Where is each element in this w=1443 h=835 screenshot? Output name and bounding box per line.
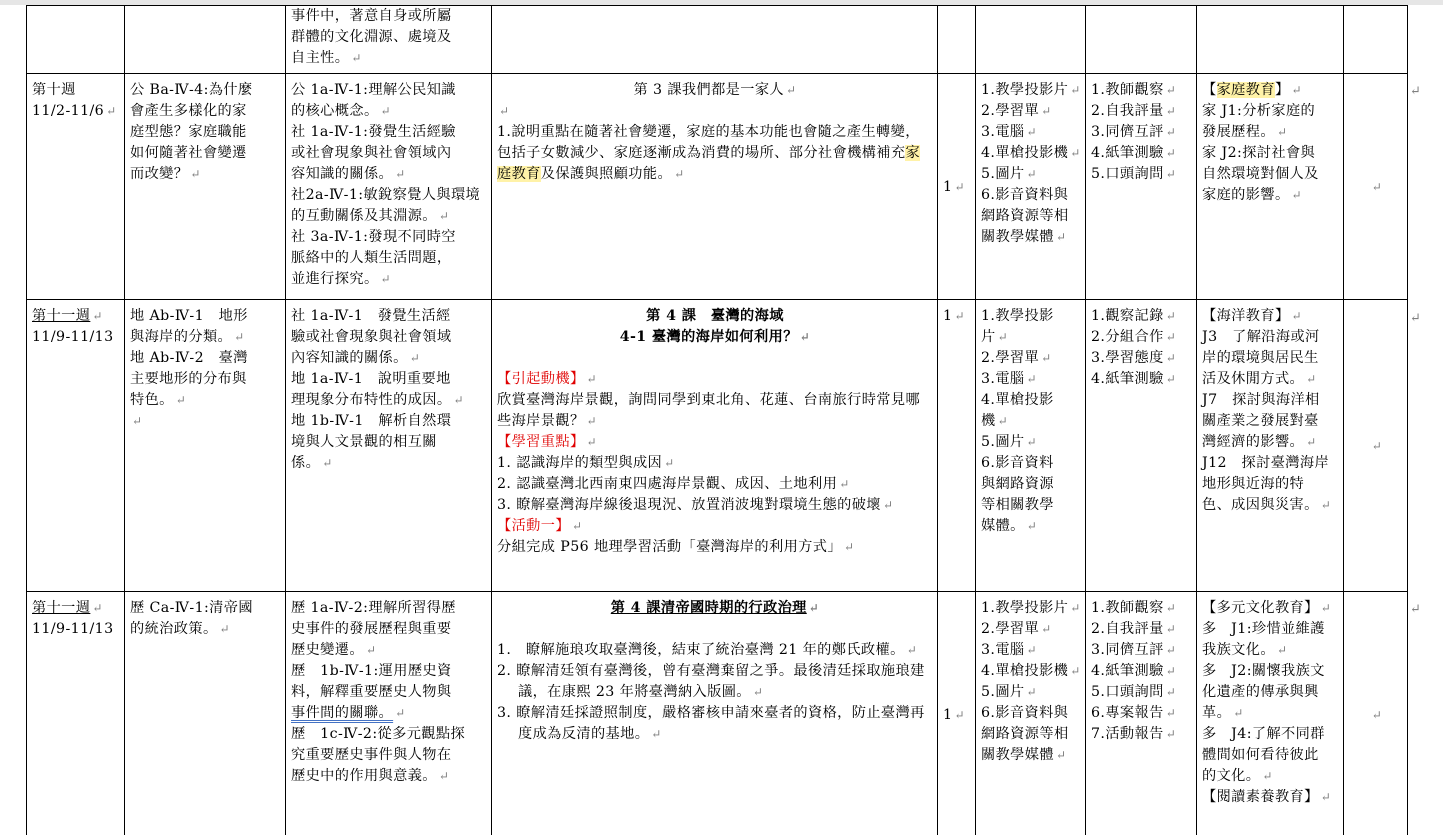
assessment-cell[interactable] <box>1086 74 1197 300</box>
text-line: 係。 ↵ <box>291 455 333 471</box>
text-line: 的核心概念。 ↵ <box>291 103 391 119</box>
week-cell[interactable] <box>27 592 125 835</box>
text-line: 而改變？ ↵ <box>130 166 201 182</box>
text-line: 理現象分布特性的成因。 ↵ <box>291 392 464 408</box>
text-line: 歷史變遷。 ↵ <box>291 642 377 658</box>
empty-line <box>497 619 933 640</box>
assessment-cell[interactable] <box>1086 592 1197 835</box>
list-item: 網路資源等相 <box>981 208 1069 224</box>
list-item: 4.單槍投影機 ↵ <box>981 663 1081 679</box>
content-cell[interactable] <box>492 6 938 74</box>
week-dates: 11/9-11/13 <box>32 621 114 637</box>
list-item: 4.單槍投影機 ↵ <box>981 145 1081 161</box>
content-text: 分組完成 P56 地理學習活動「臺灣海岸的利用方式」 ↵ <box>497 539 855 555</box>
text-line: 地 1a-Ⅳ-1 說明重要地 <box>291 371 451 387</box>
text-line: 歷 1c-Ⅳ-2:從多元觀點探 <box>291 726 466 742</box>
week-label: 第十一週 ↵ <box>32 600 103 616</box>
para-mark: ↵ <box>1371 180 1383 194</box>
content-text: 1.說明重點在隨著社會變遷，家庭的基本功能也會隨之產生轉變，包括子女數減少、家庭逐漸成為消費的場所、部分社會機構補充家庭教育及保護與照顧功能。 ↵ <box>497 124 921 182</box>
focus-cell[interactable] <box>125 6 286 74</box>
list-item: 2.自我評量 ↵ <box>1091 103 1177 119</box>
text-line: 多 J4:了解不同群 <box>1202 726 1325 742</box>
performance-cell[interactable] <box>286 74 492 300</box>
list-item: 1.觀察記錄 ↵ <box>1091 308 1177 324</box>
remark-cell[interactable] <box>1344 300 1408 592</box>
text-line: J3 了解沿海或河 <box>1202 329 1320 345</box>
list-item: 片 ↵ <box>981 329 1009 345</box>
focus-cell[interactable] <box>125 592 286 835</box>
text-line: 歷 Ca-Ⅳ-1:清帝國 <box>130 600 253 616</box>
text-line: 社 1a-Ⅳ-1 發覺生活經 <box>291 308 451 324</box>
assessment-cell[interactable] <box>1086 6 1197 74</box>
text-line: 關產業之發展對臺 <box>1202 413 1319 429</box>
text-line: 歷 1a-Ⅳ-2:理解所習得歷 <box>291 600 456 616</box>
list-item: 3. 瞭解清廷採證照制度，嚴格審核申請來臺者的資格，防止臺灣再度成為反清的基地。 ↵ <box>497 705 925 742</box>
list-item: 4.紙筆測驗 ↵ <box>1091 663 1177 679</box>
list-item: 5.圖片 ↵ <box>981 684 1037 700</box>
list-item: 與網路資源 <box>981 476 1054 492</box>
text-line: 灣經濟的影響。 ↵ <box>1202 434 1317 450</box>
list-item: 3.電腦 ↵ <box>981 642 1037 658</box>
text-line: J7 探討與海洋相 <box>1202 392 1320 408</box>
text-line: 或社會現象與社會領域內 <box>291 145 452 161</box>
resources-cell[interactable] <box>976 300 1086 592</box>
text-line: 容知識的關係。 ↵ <box>291 166 406 182</box>
text-line: 家庭的影響。 ↵ <box>1202 187 1302 203</box>
list-item: 3.同儕互評 ↵ <box>1091 124 1177 140</box>
resources-cell[interactable] <box>976 6 1086 74</box>
week-label: 第十週 <box>32 82 76 98</box>
row-end-mark: ↵ <box>1410 311 1421 326</box>
para-mark: ↵ <box>1371 708 1383 722</box>
text-line: 公 1a-Ⅳ-1:理解公民知識 <box>291 82 456 98</box>
performance-cell[interactable] <box>286 6 492 74</box>
empty-line: ↵ <box>499 104 510 118</box>
list-item: 3. 瞭解臺灣海岸線後退現況、放置消波塊對環境生態的破壞 ↵ <box>497 497 894 513</box>
list-item: 等相關教學 <box>981 497 1054 513</box>
text-line: 驗或社會現象與社會領域 <box>291 329 452 345</box>
text-line: 家 J2:探討社會與 <box>1202 145 1316 161</box>
issue-cell[interactable] <box>1197 300 1344 592</box>
section-label: 【引起動機】 ↵ <box>497 371 597 387</box>
row-end-mark: ↵ <box>1410 84 1421 99</box>
list-item: 1. 瞭解施琅攻取臺灣後，結束了統治臺灣 21 年的鄭氏政權。 ↵ <box>497 642 918 658</box>
text-line: 公 Ba-Ⅳ-4:為什麼 <box>130 82 253 98</box>
issue-title: 【閱讀素養教育】 ↵ <box>1202 789 1332 805</box>
list-item: 1.教師觀察 ↵ <box>1091 600 1177 616</box>
text-line: 多 J1:珍惜並維護 <box>1202 621 1325 637</box>
highlight-term: 家庭教育 <box>497 145 921 182</box>
hours-value: 1 ↵ <box>943 308 965 324</box>
hours-cell[interactable] <box>938 592 976 835</box>
remark-cell[interactable] <box>1344 6 1408 74</box>
text-line: 我族文化。 ↵ <box>1202 642 1288 658</box>
text-line: 庭型態？家庭職能 <box>130 124 247 140</box>
text-line: 境與人文景觀的相互關 <box>291 434 437 450</box>
text-line: 的文化。 ↵ <box>1202 768 1273 784</box>
list-item: 1.教師觀察 ↵ <box>1091 82 1177 98</box>
text-line: 社 1a-Ⅳ-1:發覺生活經驗 <box>291 124 456 140</box>
lesson-title: 第 4 課清帝國時期的行政治理 ↵ <box>610 600 820 616</box>
issue-title: 【家庭教育】 ↵ <box>1202 82 1303 98</box>
list-item: 2.學習單 ↵ <box>981 103 1052 119</box>
text-line: 發展歷程。 ↵ <box>1202 124 1288 140</box>
list-item: 媒體。 ↵ <box>981 518 1038 534</box>
text-line: 並進行探究。 ↵ <box>291 271 391 287</box>
week-label: 第十一週 ↵ <box>32 308 103 324</box>
week-cell[interactable] <box>27 300 125 592</box>
hours-value: 1 ↵ <box>943 179 965 195</box>
issue-cell[interactable] <box>1197 74 1344 300</box>
hours-cell[interactable] <box>938 74 976 300</box>
list-item: 關教學媒體 ↵ <box>981 747 1067 763</box>
table-row <box>27 592 1408 835</box>
section-label: 【活動一】 ↵ <box>497 518 583 534</box>
syllabus-table <box>26 5 1408 835</box>
week-dates: 11/2-11/6 ↵ <box>32 103 117 119</box>
table-row <box>27 6 1408 74</box>
text-line: 歷史中的作用與意義。 ↵ <box>291 768 450 784</box>
text-line: 歷 1b-Ⅳ-1:運用歷史資 <box>291 663 452 679</box>
text-line: 如何隨著社會變遷 <box>130 145 247 161</box>
list-item: 2.自我評量 ↵ <box>1091 621 1177 637</box>
list-item: 2.學習單 ↵ <box>981 621 1052 637</box>
text-line: 的統治政策。 ↵ <box>130 621 230 637</box>
list-item: 1. 認識海岸的類型與成因 ↵ <box>497 455 675 471</box>
text-line: 社2a-Ⅳ-1:敏銳察覺人與環境 <box>291 187 481 203</box>
list-item: 6.影音資料與 <box>981 187 1069 203</box>
text-line: 自然環境對個人及 <box>1202 166 1319 182</box>
text-line: 的互動關係及其淵源。 ↵ <box>291 208 450 224</box>
content-cell[interactable] <box>492 592 938 835</box>
empty-line <box>497 348 933 369</box>
text-line: 群體的文化淵源、處境及 <box>291 29 452 45</box>
hours-cell[interactable] <box>938 300 976 592</box>
list-item: 6.影音資料與 <box>981 705 1069 721</box>
list-item: 3.電腦 ↵ <box>981 371 1037 387</box>
list-item: 7.活動報告 ↵ <box>1091 726 1177 742</box>
list-item: 5.口頭詢問 ↵ <box>1091 684 1177 700</box>
hours-value: 1 ↵ <box>943 707 965 723</box>
text-line: 料，解釋重要歷史人物與 <box>291 684 452 700</box>
assessment-cell[interactable] <box>1086 300 1197 592</box>
issue-cell[interactable] <box>1197 6 1344 74</box>
list-item: 1.教學投影 <box>981 308 1054 324</box>
para-mark: ↵ <box>1371 439 1383 453</box>
list-item: 關教學媒體 ↵ <box>981 229 1067 245</box>
text-line: 主要地形的分布與 <box>130 371 247 387</box>
text-line: J12 探討臺灣海岸 <box>1202 455 1330 471</box>
text-line: 地 Ab-Ⅳ-1 地形 <box>130 308 248 324</box>
list-item: 5.口頭詢問 ↵ <box>1091 166 1177 182</box>
list-item: 5.圖片 ↵ <box>981 166 1037 182</box>
week-dates: 11/9-11/13 <box>32 329 114 345</box>
content-cell[interactable] <box>492 74 938 300</box>
section-label: 【學習重點】 ↵ <box>497 434 597 450</box>
text-line: 內容知識的關係。 ↵ <box>291 350 421 366</box>
text-line: 社 3a-Ⅳ-1:發現不同時空 <box>291 229 456 245</box>
text-line: 活及休閒方式。 ↵ <box>1202 371 1317 387</box>
list-item: 機 ↵ <box>981 413 1009 429</box>
text-line: 化遺產的傳承與興 <box>1202 684 1319 700</box>
text-line: 地形與近海的特 <box>1202 476 1305 492</box>
row-end-mark: ↵ <box>1410 602 1421 617</box>
table-row <box>27 74 1408 300</box>
text-line: 事件中，著意自身或所屬 <box>291 8 452 24</box>
issue-title: 【多元文化教育】 ↵ <box>1202 600 1332 616</box>
lesson-title: 第 4 課 臺灣的海域 <box>646 308 784 324</box>
text-line: 與海岸的分類。 ↵ <box>130 329 245 345</box>
text-line: 會產生多樣化的家 <box>130 103 247 119</box>
text-line: 地 Ab-Ⅳ-2 臺灣 <box>130 350 248 366</box>
text-line: 史事件的發展歷程與重要 <box>291 621 452 637</box>
list-item: 2.學習單 ↵ <box>981 350 1052 366</box>
list-item: 3.電腦 ↵ <box>981 124 1037 140</box>
list-item: 5.圖片 ↵ <box>981 434 1037 450</box>
week-cell[interactable] <box>27 74 125 300</box>
week-cell[interactable] <box>27 6 125 74</box>
list-item: 4.單槍投影 <box>981 392 1054 408</box>
list-item: 4.紙筆測驗 ↵ <box>1091 371 1177 387</box>
list-item: 2. 認識臺灣北西南東四處海岸景觀、成因、土地利用 ↵ <box>497 476 850 492</box>
text-line: 事件間的關聯。 ↵ <box>291 705 406 721</box>
lesson-subtitle: 4-1 臺灣的海岸如何利用？ ↵ <box>619 329 811 345</box>
list-item: 網路資源等相 <box>981 726 1069 742</box>
content-cell[interactable] <box>492 300 938 592</box>
text-line: 特色。 ↵ <box>130 392 187 408</box>
empty-line: ↵ <box>132 414 143 428</box>
text-line: 岸的環境與居民生 <box>1202 350 1319 366</box>
text-line: 體間如何看待彼此 <box>1202 747 1319 763</box>
list-item: 2. 瞭解清廷領有臺灣後，曾有臺灣棄留之爭。最後清廷採取施琅建議，在康熙 23 年將臺灣納入版圖。 ↵ <box>497 663 925 700</box>
focus-cell[interactable] <box>125 74 286 300</box>
list-item: 3.同儕互評 ↵ <box>1091 642 1177 658</box>
hours-cell[interactable] <box>938 6 976 74</box>
list-item: 3.學習態度 ↵ <box>1091 350 1177 366</box>
text-line: 脈絡中的人類生活問題， <box>291 250 452 266</box>
table-row <box>27 300 1408 592</box>
performance-cell[interactable] <box>286 300 492 592</box>
text-line: 多 J2:關懷我族文 <box>1202 663 1325 679</box>
text-line: 究重要歷史事件與人物在 <box>291 747 452 763</box>
remark-cell[interactable] <box>1344 74 1408 300</box>
text-line: 地 1b-Ⅳ-1 解析自然環 <box>291 413 452 429</box>
content-text: 欣賞臺灣海岸景觀，詢問同學到東北角、花蓮、台南旅行時常見哪些海岸景觀？ ↵ <box>497 392 921 429</box>
resources-cell[interactable] <box>976 592 1086 835</box>
text-line: 家 J1:分析家庭的 <box>1202 103 1316 119</box>
list-item: 2.分組合作 ↵ <box>1091 329 1177 345</box>
list-item: 1.教學投影片 ↵ <box>981 82 1081 98</box>
resources-cell[interactable] <box>976 74 1086 300</box>
text-line: 革。 ↵ <box>1202 705 1244 721</box>
list-item: 6.影音資料 <box>981 455 1054 471</box>
remark-cell[interactable] <box>1344 592 1408 835</box>
issue-title: 【海洋教育】 ↵ <box>1202 308 1302 324</box>
text-line: 自主性。 ↵ <box>291 50 362 66</box>
list-item: 6.專案報告 ↵ <box>1091 705 1177 721</box>
text-line: 色、成因與災害。 ↵ <box>1202 497 1332 513</box>
lesson-title: 第 3 課我們都是一家人 ↵ <box>633 82 797 98</box>
issue-cell[interactable] <box>1197 592 1344 835</box>
focus-cell[interactable] <box>125 300 286 592</box>
list-item: 4.紙筆測驗 ↵ <box>1091 145 1177 161</box>
list-item: 1.教學投影片 ↵ <box>981 600 1081 616</box>
performance-cell[interactable] <box>286 592 492 835</box>
